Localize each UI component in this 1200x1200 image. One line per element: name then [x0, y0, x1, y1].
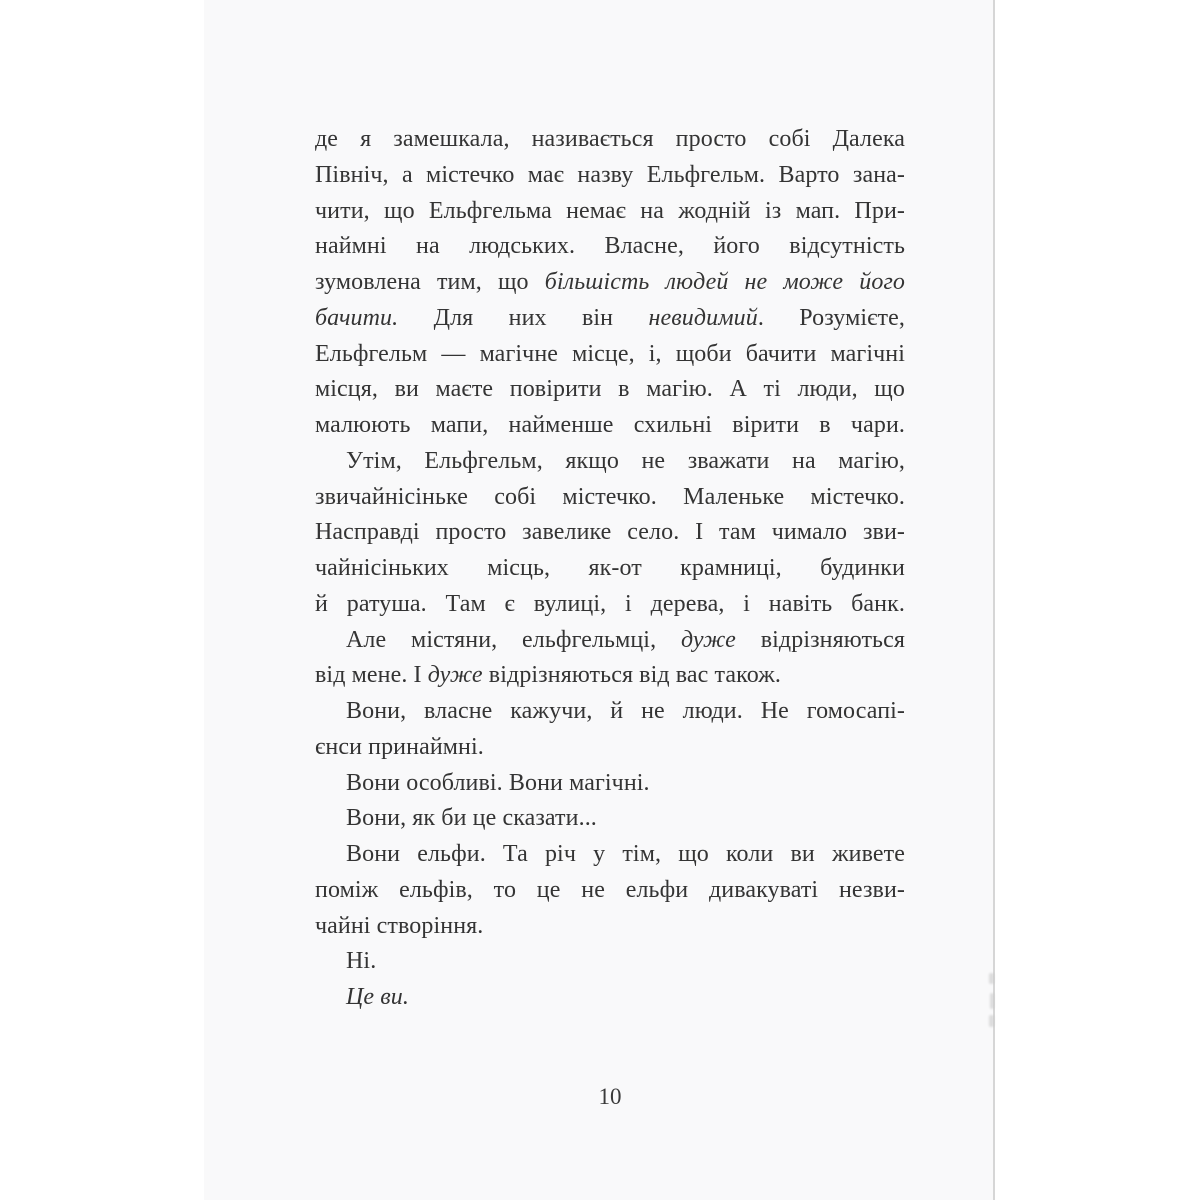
text-run: Вони, як би це сказати...	[346, 805, 597, 832]
text-run: Вони ельфи. Та річ у тім, що коли ви живете	[346, 841, 905, 867]
text-run: наймні на людських. Власне, його відсутність	[315, 233, 905, 260]
text-line	[315, 837, 905, 873]
text-run: звичайнісіньке собі містечко. Маленьке містечко.	[315, 483, 905, 510]
italic-text-run: дуже	[427, 662, 483, 689]
text-run: малюють мапи, найменше схильні вірити в чари.	[315, 412, 905, 438]
text-line	[315, 480, 905, 516]
italic-text-run: більшість людей не може його	[544, 269, 906, 295]
text-line	[315, 801, 905, 837]
text-run: Ні.	[346, 948, 377, 975]
text-run: чити, що Ельфгельма немає на жодній із мап. При-	[315, 197, 905, 224]
text-line	[315, 551, 905, 587]
text-line	[315, 265, 905, 301]
text-run: місця, ви маєте повірити в магію. А ті люди, що	[315, 376, 905, 403]
text-line	[315, 301, 905, 337]
text-line	[315, 229, 905, 265]
text-run: . Розумієте,	[757, 304, 905, 331]
text-line	[315, 909, 905, 945]
text-run: Насправді просто завелике село. І там чимало зви-	[315, 519, 905, 546]
scan-artifact	[989, 973, 994, 984]
text-run: поміж ельфів, то це не ельфи дивакуваті незви-	[315, 876, 905, 903]
text-run: чайнісіньких місць, як-от крамниці, будинки	[315, 555, 905, 581]
text-line	[315, 623, 905, 659]
page-number: 10	[598, 1084, 622, 1109]
italic-text-run: дуже	[680, 626, 736, 653]
text-run: зумовлена тим, що	[315, 269, 545, 295]
text-line	[315, 694, 905, 730]
text-run: чайні створіння.	[315, 912, 484, 939]
text-line	[315, 372, 905, 408]
text-line	[315, 444, 905, 480]
text-block	[315, 122, 905, 1016]
text-line	[315, 944, 905, 980]
text-line	[315, 337, 905, 373]
text-line	[315, 515, 905, 551]
text-run: Утім, Ельфгельм, якщо не зважати на магію,	[346, 447, 905, 474]
italic-text-run: Це ви.	[346, 984, 410, 1010]
text-line	[315, 658, 905, 694]
scan-artifact	[990, 993, 994, 1009]
text-run: єнси принаймні.	[315, 733, 484, 760]
text-run: від мене. І	[315, 662, 428, 689]
text-run: Але містяни, ельфгельмці,	[346, 626, 681, 653]
text-run: Північ, а містечко має назву Ельфгельм. Варто зана-	[315, 161, 905, 188]
text-run: Ельфгельм — магічне місце, і, щоби бачити магічні	[315, 340, 905, 367]
text-line	[315, 766, 905, 802]
text-line	[315, 408, 905, 444]
text-line	[315, 873, 905, 909]
text-line	[315, 158, 905, 194]
text-line	[315, 122, 905, 158]
italic-text-run: невидимий	[648, 304, 758, 331]
text-run: Вони особливі. Вони магічні.	[346, 769, 650, 796]
text-run: відрізняються від вас також.	[482, 662, 781, 689]
text-run: й ратуша. Там є вулиці, і дерева, і навіть банк.	[315, 590, 905, 617]
text-run: відрізняються	[735, 626, 905, 653]
text-line	[315, 587, 905, 623]
text-line	[315, 980, 905, 1016]
text-line	[315, 194, 905, 230]
text-line	[315, 730, 905, 766]
scan-artifact	[989, 1015, 994, 1027]
text-run: Вони, власне кажучи, й не люди. Не гомосапі-	[346, 698, 905, 724]
text-run: Для них він	[398, 304, 649, 331]
book-page	[204, 0, 995, 1200]
italic-text-run: бачити.	[315, 304, 399, 331]
text-run: де я замешкала, називається просто собі Далека	[315, 126, 905, 152]
